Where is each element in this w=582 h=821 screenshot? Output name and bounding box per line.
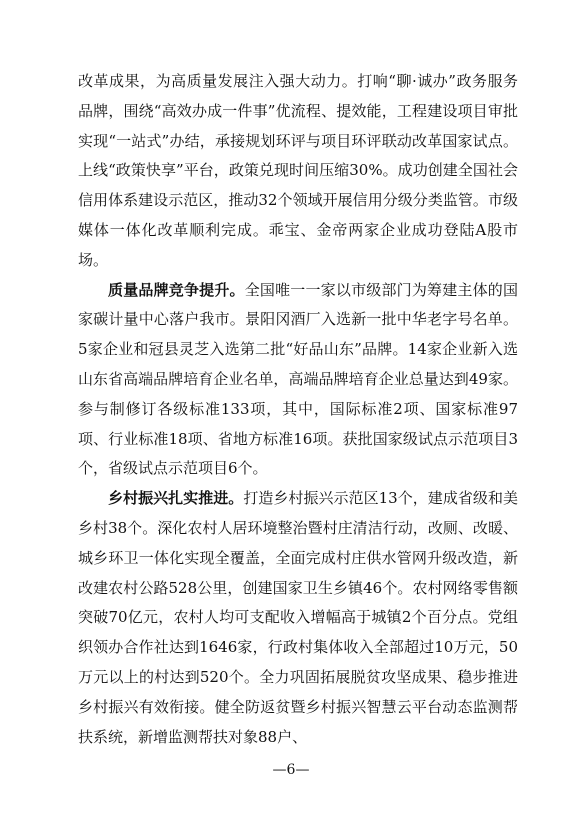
paragraph-rural-revitalization — [78, 484, 518, 752]
paragraph-reform-continuation — [78, 67, 518, 276]
paragraph-text: 打造乡村振兴示范区13个，建成省级和美乡村38个。深化农村人居环境整治暨村庄清洁行动，改厕、改暖、城乡环卫一体化实现全覆盖，全面完成村庄供水管网升级改造，新改建农村公路528公里，创建国家卫生乡镇46个。农村网络零售额突破70亿元，农村人均可支配收入增幅高于城镇2个百分点。党组织领办合作社达到1646家，行政村集体收入全部超过10万元，50万元以上的村达到520个。全力巩固拓展脱贫攻坚成果、稳步推进乡村振兴有效衔接。健全防返贫暨乡村振兴智慧云平台动态监测帮扶系统，新增监测帮扶对象88户、 — [78, 489, 518, 746]
paragraph-text: 改革成果，为高质量发展注入强大动力。打响“聊·诚办”政务服务品牌，围绕“高效办成一件事”优流程、提效能，工程建设项目审批实现“一站式”办结，承接规划环评与项目环评联动改革国家试点。上线“政策快享”平台，政策兑现时间压缩30%。成功创建全国社会信用体系建设示范区，推动32个领域开展信用分级分类监管。市级媒体一体化改革顺利完成。乖宝、金帝两家企业成功登陆A股市场。 — [78, 72, 518, 269]
paragraph-quality-brand — [78, 276, 518, 485]
paragraph-text: 全国唯一一家以市级部门为筹建主体的国家碳计量中心落户我市。景阳冈酒厂入选新一批中华老字号名单。5家企业和冠县灵芝入选第二批“好品山东”品牌。14家企业新入选山东省高端品牌培育企业名单，高端品牌培育企业总量达到49家。参与制修订各级标准133项，其中，国际标准2项、国家标准97项、行业标准18项、省地方标准16项。获批国家级试点示范项目3个，省级试点示范项目6个。 — [78, 280, 518, 478]
paragraph-lead-heading: 质量品牌竞争提升。 — [108, 280, 245, 299]
paragraph-lead-heading: 乡村振兴扎实推进。 — [108, 489, 244, 508]
document-body — [78, 67, 518, 752]
page-number: —6— — [272, 762, 310, 778]
